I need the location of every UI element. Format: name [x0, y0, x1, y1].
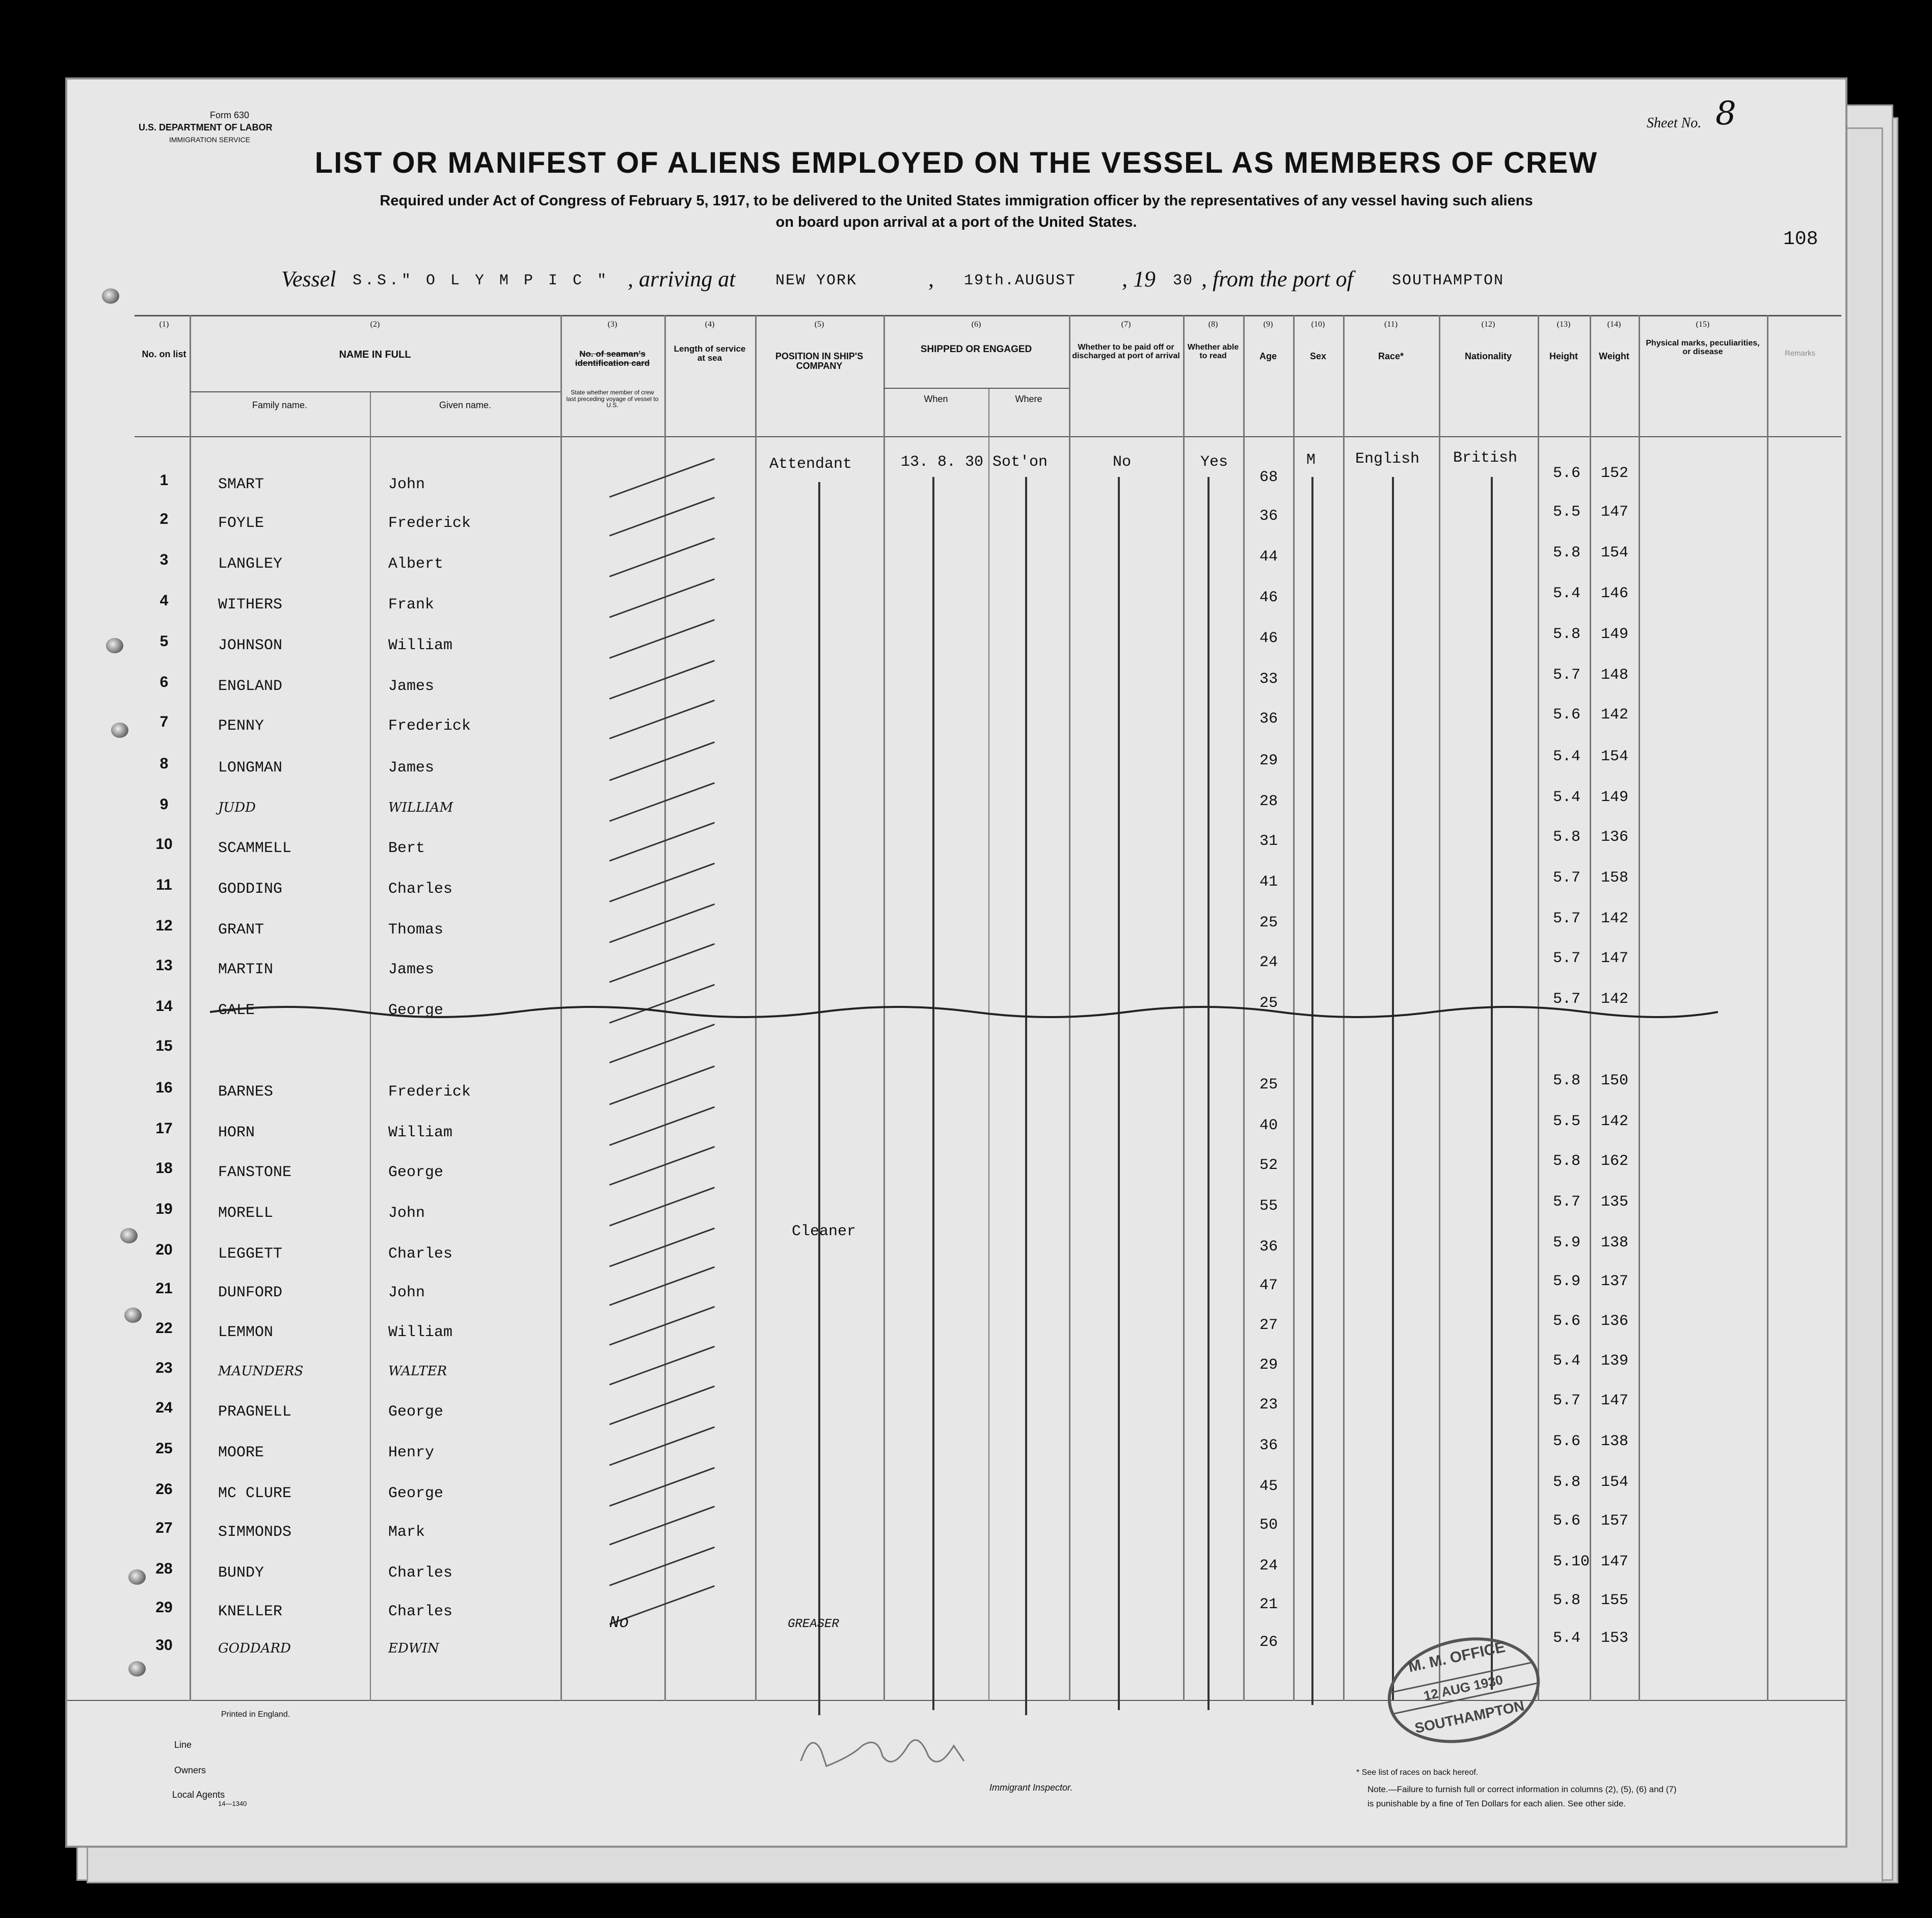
age-cell: 36: [1259, 1238, 1278, 1256]
row-number: 17: [155, 1120, 173, 1137]
age-cell: 25: [1259, 914, 1278, 931]
check-stroke: [609, 578, 715, 618]
height-cell: 5.4: [1553, 1630, 1581, 1647]
ditto-line: [1208, 477, 1210, 1710]
height-cell: 5.7: [1553, 1392, 1581, 1409]
row-number: 9: [159, 796, 169, 813]
family-name-cell: SMART: [218, 476, 264, 493]
header-length-of-service: Length of service at sea: [674, 344, 746, 363]
check-stroke: [609, 903, 715, 943]
row-number: 27: [155, 1520, 173, 1536]
check-stroke: [609, 700, 715, 739]
year-prefix: , 19: [1122, 267, 1156, 291]
row-number: 5: [159, 633, 169, 650]
check-stroke: [609, 1346, 715, 1386]
row-number: 25: [155, 1440, 173, 1457]
inspector-signature: [791, 1725, 995, 1776]
age-cell: 29: [1259, 752, 1278, 769]
family-name-cell: LONGMAN: [218, 759, 283, 777]
weight-cell: 154: [1601, 544, 1629, 562]
given-name-cell: William: [388, 637, 453, 654]
check-stroke: [609, 660, 715, 700]
able-to-read-value: Yes: [1200, 454, 1228, 471]
row-number: 29: [155, 1599, 173, 1616]
race-value: English: [1355, 450, 1420, 468]
line-label: Line: [174, 1740, 192, 1750]
check-stroke: [609, 1065, 715, 1105]
age-cell: 24: [1259, 954, 1278, 971]
ditto-line: [1392, 477, 1394, 1700]
local-agents-label: Local Agents: [172, 1790, 225, 1800]
height-cell: 5.4: [1553, 789, 1581, 806]
age-cell: 25: [1259, 1076, 1278, 1094]
column-number: (4): [705, 320, 715, 329]
weight-cell: 139: [1601, 1352, 1629, 1370]
position-value: Attendant: [769, 456, 852, 473]
given-name-cell: WALTER: [388, 1364, 447, 1379]
family-name-cell: SCAMMELL: [218, 840, 292, 857]
family-name-cell: GODDARD: [218, 1641, 291, 1656]
weight-cell: 155: [1601, 1592, 1629, 1609]
service-label: IMMIGRATION SERVICE: [169, 136, 250, 144]
check-stroke: [609, 822, 715, 862]
age-cell: 29: [1259, 1356, 1278, 1374]
row-number: 30: [155, 1637, 173, 1654]
family-name-cell: JOHNSON: [218, 637, 283, 654]
check-stroke: [609, 1306, 715, 1346]
table-header-rule: [135, 436, 1841, 437]
height-cell: 5.4: [1553, 1352, 1581, 1370]
check-stroke: [609, 619, 715, 659]
given-name-cell: Bert: [388, 840, 425, 857]
row-number: 20: [155, 1241, 173, 1258]
column-number: (2): [370, 320, 380, 329]
punch-hole: [120, 1228, 138, 1243]
header-shipped-engaged: SHIPPED OR ENGAGED: [920, 344, 1032, 355]
given-name-cell: Charles: [388, 881, 453, 898]
weight-cell: 142: [1601, 991, 1629, 1008]
punch-hole: [128, 1661, 146, 1676]
weight-cell: 149: [1601, 789, 1629, 806]
races-note: * See list of races on back hereof.: [1356, 1768, 1479, 1777]
row-number: 12: [155, 917, 173, 934]
given-name-cell: Frederick: [388, 515, 471, 532]
manifest-sheet: Form 630 U.S. DEPARTMENT OF LABOR IMMIGRATION SERVICE Sheet No. 8 LIST OR MANIFEST OF ALIENS EMPLOYED ON THE VESSEL AS MEMBERS OF CREW Required under Act of Congress of February 5, 1917, to be delivered to the United States immigration officer by the representatives of any vessel having such aliens on board upon arrival at a port of the United States. 108 Vessel S.S." O L Y M P I C " , arriving at NEW YORK , 19th.AUGUST , 19 30 , from the port of SOUTHAMPTON (1) (2) (3) (4) (5) (6) (7) (8) (9) (10) (11) (12) (13) (14) (15) No. on list NAME IN FULL Family name. Given name. No. of seaman's identification card State whether member of crew last preceding voyage of vessel to U.S. Length of service at sea POSITION IN SHIP'S COMPANY SHIPPED OR ENGAGED When Where Whether to be paid off or discharged at port of arrival Whether able to read Age Sex Race* Nationality Height Weight Physical marks, peculiarities, or disease Remarks 1 SMART John 68 5.6 152 2 FOYLE Frederick 36 5.5 147 3 LANGLEY Albert 44 5.8 154 4 WITHERS Frank 46 5.4 146 5 JOHNSON William 46 5.8 149 6 ENGLAND James 33 5.7 148 7 PENNY Frederick 36 5.6 142 8 LONGMAN James 29 5.4 154 9 JUDD WILLIAM 28 5.4 149 10 SCAMMELL Bert 31 5.8 136 11 GODDING Charles 41 5.7 158 12 GRANT Thomas 25 5.7 142 13 MARTIN James 24 5.7 147 14 GALE George 25 5.7 142 15 16 BARNES Frederick 25 5.8 150 17 HORN William 40 5.5 142 18 FANSTONE George 52 5.8 162 19 MORELL John 55 5.7 135 20 LEGGETT Charles 36 5.9 138 21 DUNFORD John 47 5.9 137 22 LEMMON William 27 5.6 136 23 MAUNDERS WALTER 29 5.4 139 24 PRAGNELL George 23 5.7 147 25 MOORE Henry 36 5.6 138 26 MC CLURE George 45 5.8 154 27 SIMMONDS Mark 50 5.6 157 28 BUNDY Charles 24 5.10 147 29 KNELLER Charles 21 5.8 155 30 GODDARD EDWIN 26 5.4 153 Attendant 13. 8. 30 Sot'on No Yes M English British Cleaner GREASER No M. M. OFFICE 12 AUG 1930 SOUTHAMPTON Printed in England. Line Owners Local Agents 14—1340 Immigrant Inspector. * See list of races on back hereof. Note.—Failure to furnish full or correct information in columns (2), (5), (6) and (7) is punishable by a fine of Ten Dollars for each alien. See other side.: [65, 77, 1847, 1848]
age-cell: 25: [1259, 995, 1278, 1012]
check-stroke: [609, 1228, 715, 1267]
column-number: (12): [1481, 320, 1495, 329]
age-cell: 28: [1259, 793, 1278, 810]
check-stroke: [609, 538, 715, 577]
nationality-value: British: [1453, 449, 1518, 467]
shipped-where-value: Sot'on: [992, 454, 1048, 471]
given-name-cell: John: [388, 1284, 425, 1301]
sex-value: M: [1306, 451, 1316, 469]
given-name-cell: Charles: [388, 1245, 453, 1263]
height-cell: 5.6: [1553, 1313, 1581, 1330]
table-top-rule: [135, 315, 1841, 316]
height-cell: 5.7: [1553, 869, 1581, 887]
given-name-cell: William: [388, 1124, 453, 1141]
printed-note: Printed in England.: [221, 1710, 290, 1719]
weight-cell: 136: [1601, 1313, 1629, 1330]
check-stroke: [609, 497, 715, 537]
given-name-cell: Charles: [388, 1603, 453, 1620]
family-name-cell: BUNDY: [218, 1564, 264, 1582]
age-cell: 31: [1259, 833, 1278, 850]
check-stroke: [609, 1146, 715, 1186]
height-cell: 5.7: [1553, 667, 1581, 684]
weight-cell: 152: [1601, 465, 1629, 482]
ditto-line: [932, 477, 934, 1710]
weight-cell: 138: [1601, 1433, 1629, 1450]
given-name-cell: John: [388, 476, 425, 493]
check-stroke: [609, 1426, 715, 1466]
page-subtitle-line1: Required under Act of Congress of February 5, 1917, to be delivered to the United States immigration officer by the representatives of any vessel having such aliens: [380, 193, 1533, 209]
column-number: (8): [1208, 320, 1218, 329]
punch-hole: [106, 638, 123, 653]
height-cell: 5.7: [1553, 950, 1581, 967]
page-number: 108: [1783, 228, 1818, 250]
column-number: (10): [1311, 320, 1325, 329]
row-number: 13: [155, 957, 173, 974]
sheet-number-value: 8: [1715, 95, 1736, 132]
header-race: Race*: [1378, 351, 1404, 361]
row-number: 16: [155, 1079, 173, 1096]
column-number: (5): [814, 320, 824, 329]
column-number: (11): [1384, 320, 1398, 329]
given-name-cell: George: [388, 1002, 444, 1019]
height-cell: 5.7: [1553, 991, 1581, 1008]
header-where: Where: [1015, 394, 1042, 404]
column-number: (7): [1121, 320, 1131, 329]
row-number: 7: [159, 713, 169, 730]
row-number: 21: [155, 1280, 173, 1297]
age-cell: 26: [1259, 1634, 1278, 1651]
weight-cell: 135: [1601, 1193, 1629, 1211]
row-number: 15: [155, 1037, 173, 1054]
age-cell: 52: [1259, 1157, 1278, 1174]
height-cell: 5.5: [1553, 1113, 1581, 1130]
height-cell: 5.8: [1553, 544, 1581, 562]
weight-cell: 150: [1601, 1072, 1629, 1089]
family-name-cell: FANSTONE: [218, 1164, 292, 1181]
check-stroke: [609, 943, 715, 983]
header-when: When: [924, 394, 948, 404]
check-stroke: [609, 1106, 715, 1146]
ditto-line: [1118, 477, 1120, 1710]
family-name-cell: PENNY: [218, 717, 264, 735]
given-name-cell: Frederick: [388, 717, 471, 735]
weight-cell: 147: [1601, 1553, 1629, 1570]
age-cell: 23: [1259, 1396, 1278, 1414]
column-number: (3): [607, 320, 618, 329]
age-cell: 36: [1259, 710, 1278, 728]
check-stroke: [609, 1547, 715, 1586]
check-stroke: [609, 741, 715, 781]
form-number: Form 630: [210, 110, 250, 120]
height-cell: 5.8: [1553, 626, 1581, 643]
header-seaman-card-note: State whether member of crew last preceding voyage of vessel to U.S.: [566, 389, 659, 409]
height-cell: 5.8: [1553, 1153, 1581, 1170]
given-name-cell: George: [388, 1485, 444, 1502]
failure-note-line1: Note.—Failure to furnish full or correct information in columns (2), (5), (6) and (7): [1367, 1784, 1677, 1794]
given-name-cell: EDWIN: [388, 1641, 439, 1656]
family-name-cell: ENGLAND: [218, 678, 283, 695]
weight-cell: 146: [1601, 585, 1629, 602]
height-cell: 5.8: [1553, 1592, 1581, 1609]
given-name-cell: James: [388, 759, 435, 777]
age-cell: 45: [1259, 1478, 1278, 1495]
family-name-cell: WITHERS: [218, 596, 283, 614]
check-stroke: [609, 1386, 715, 1425]
family-name-cell: HORN: [218, 1124, 255, 1141]
family-name-cell: FOYLE: [218, 515, 264, 532]
ditto-line: [1491, 477, 1493, 1690]
family-name-cell: MOORE: [218, 1444, 264, 1461]
page-title: LIST OR MANIFEST OF ALIENS EMPLOYED ON THE VESSEL AS MEMBERS OF CREW: [314, 146, 1598, 179]
height-cell: 5.4: [1553, 748, 1581, 765]
family-name-cell: BARNES: [218, 1083, 274, 1101]
age-cell: 24: [1259, 1557, 1278, 1575]
weight-cell: 136: [1601, 829, 1629, 846]
family-name-cell: JUDD: [218, 800, 256, 815]
header-sex: Sex: [1309, 351, 1327, 361]
year-value: 30: [1173, 272, 1194, 289]
ditto-line: [818, 482, 820, 1715]
given-name-cell: William: [388, 1324, 453, 1341]
shipped-when-value: 13. 8. 30: [901, 454, 984, 471]
height-cell: 5.6: [1553, 1433, 1581, 1450]
family-name-cell: MORELL: [218, 1205, 274, 1222]
vessel-label: Vessel: [281, 267, 336, 291]
header-weight: Weight: [1599, 351, 1629, 361]
given-name-cell: James: [388, 678, 435, 695]
height-cell: 5.6: [1553, 706, 1581, 724]
inspector-label: Immigrant Inspector.: [989, 1782, 1073, 1793]
check-stroke: [609, 1024, 715, 1063]
cleaner-annotation: Cleaner: [792, 1223, 856, 1240]
vessel-name: S.S." O L Y M P I C ": [353, 272, 610, 289]
age-cell: 68: [1259, 469, 1278, 486]
family-name-cell: LEMMON: [218, 1324, 274, 1341]
family-name-cell: KNELLER: [218, 1603, 283, 1620]
age-cell: 27: [1259, 1317, 1278, 1334]
check-stroke: [609, 1187, 715, 1227]
header-physical-marks: Physical marks, peculiarities, or disease: [1646, 339, 1760, 356]
row-number: 14: [155, 998, 173, 1015]
weight-cell: 162: [1601, 1153, 1629, 1170]
punch-hole: [124, 1308, 142, 1323]
weight-cell: 147: [1601, 950, 1629, 967]
column-number: (14): [1607, 320, 1621, 329]
age-cell: 46: [1259, 630, 1278, 647]
family-name-cell: MARTIN: [218, 961, 274, 978]
page-subtitle-line2: on board upon arrival at a port of the United States.: [775, 214, 1137, 230]
family-name-cell: MAUNDERS: [218, 1364, 304, 1379]
column-number: (9): [1263, 320, 1273, 329]
row-number: 4: [159, 592, 169, 609]
arriving-label: , arriving at: [628, 267, 736, 291]
age-cell: 55: [1259, 1197, 1278, 1215]
row-number: 23: [155, 1360, 173, 1376]
form-code: 14—1340: [218, 1800, 247, 1807]
sheet-number-label: Sheet No.: [1647, 115, 1702, 131]
row-number: 26: [155, 1481, 173, 1498]
header-name-in-full: NAME IN FULL: [339, 349, 411, 360]
check-stroke: [609, 863, 715, 902]
row-number: 22: [155, 1320, 173, 1337]
punch-hole: [102, 288, 119, 304]
column-number: (15): [1696, 320, 1710, 329]
age-cell: 46: [1259, 589, 1278, 606]
age-cell: 50: [1259, 1516, 1278, 1534]
age-cell: 33: [1259, 671, 1278, 688]
family-name-cell: DUNFORD: [218, 1284, 283, 1301]
weight-cell: 153: [1601, 1630, 1629, 1647]
weight-cell: 148: [1601, 667, 1629, 684]
row-number: 6: [159, 674, 169, 690]
check-stroke: [609, 1467, 715, 1507]
column-number: (1): [159, 320, 169, 329]
weight-cell: 149: [1601, 626, 1629, 643]
arrival-date: 19th.AUGUST: [964, 272, 1077, 289]
weight-cell: 154: [1601, 748, 1629, 765]
given-name-cell: Henry: [388, 1444, 435, 1461]
height-cell: 5.9: [1553, 1234, 1581, 1251]
check-stroke: [609, 458, 715, 498]
weight-cell: 138: [1601, 1234, 1629, 1251]
column-number: (6): [971, 320, 981, 329]
header-given-name: Given name.: [439, 400, 492, 410]
weight-cell: 154: [1601, 1474, 1629, 1491]
row-number: 2: [159, 511, 169, 527]
header-nationality: Nationality: [1464, 351, 1512, 361]
ditto-line: [1025, 477, 1027, 1715]
given-name-cell: Charles: [388, 1564, 453, 1582]
family-name-cell: GODDING: [218, 881, 283, 898]
given-name-cell: Albert: [388, 555, 444, 573]
row-number: 19: [155, 1201, 173, 1217]
height-cell: 5.4: [1553, 585, 1581, 602]
header-no-on-list: No. on list: [142, 349, 186, 359]
given-name-cell: Frederick: [388, 1083, 471, 1101]
given-name-cell: John: [388, 1205, 425, 1222]
row-number: 10: [155, 836, 173, 853]
header-height: Height: [1549, 351, 1578, 361]
given-name-cell: Frank: [388, 596, 435, 614]
header-position: POSITION IN SHIP'S COMPANY: [775, 351, 864, 371]
weight-cell: 157: [1601, 1512, 1629, 1530]
row-number: 11: [156, 876, 172, 893]
family-name-cell: PRAGNELL: [218, 1403, 292, 1421]
height-cell: 5.6: [1553, 1512, 1581, 1530]
age-cell: 36: [1259, 1437, 1278, 1454]
header-family-name: Family name.: [252, 400, 308, 410]
given-name-cell: WILLIAM: [388, 800, 453, 815]
age-cell: 21: [1259, 1596, 1278, 1613]
weight-cell: 142: [1601, 1113, 1629, 1130]
family-name-cell: LEGGETT: [218, 1245, 283, 1263]
row-number: 1: [159, 472, 169, 489]
height-cell: 5.7: [1553, 1193, 1581, 1211]
failure-note-line2: is punishable by a fine of Ten Dollars for each alien. See other side.: [1367, 1799, 1626, 1808]
row-number: 28: [155, 1560, 173, 1577]
punch-hole: [128, 1569, 146, 1585]
weight-cell: 147: [1601, 503, 1629, 521]
height-cell: 5.5: [1553, 503, 1581, 521]
family-name-cell: MC CLURE: [218, 1485, 292, 1502]
ditto-line: [1311, 477, 1313, 1705]
owners-label: Owners: [174, 1765, 206, 1775]
family-name-cell: GRANT: [218, 921, 264, 939]
punch-hole: [111, 723, 128, 738]
check-stroke: [609, 782, 715, 822]
height-cell: 5.9: [1553, 1273, 1581, 1290]
row-number: 8: [159, 755, 169, 772]
height-cell: 5.7: [1553, 910, 1581, 927]
greaser-annotation: GREASER: [788, 1617, 839, 1631]
family-name-cell: GALE: [218, 1002, 255, 1019]
given-name-cell: James: [388, 961, 435, 978]
family-name-cell: SIMMONDS: [218, 1524, 292, 1541]
age-cell: 47: [1259, 1277, 1278, 1294]
weight-cell: 142: [1601, 706, 1629, 724]
height-cell: 5.8: [1553, 829, 1581, 846]
header-paid-off: Whether to be paid off or discharged at port of arrival: [1072, 343, 1180, 360]
age-cell: 40: [1259, 1117, 1278, 1134]
check-stroke: [609, 1506, 715, 1546]
weight-cell: 137: [1601, 1273, 1629, 1290]
height-cell: 5.8: [1553, 1072, 1581, 1089]
header-seaman-card: No. of seaman's identification card: [575, 349, 650, 368]
from-port-label: , from the port of: [1201, 267, 1353, 291]
office-stamp: M. M. OFFICE 12 AUG 1930 SOUTHAMPTON: [1378, 1624, 1549, 1756]
given-name-cell: George: [388, 1403, 444, 1421]
row-number: 18: [155, 1160, 173, 1177]
family-name-cell: LANGLEY: [218, 555, 283, 573]
departure-port: SOUTHAMPTON: [1392, 272, 1505, 289]
age-cell: 41: [1259, 873, 1278, 891]
age-cell: 36: [1259, 508, 1278, 525]
header-remarks: Remarks: [1784, 349, 1815, 358]
weight-cell: 147: [1601, 1392, 1629, 1409]
no-annotation: No: [609, 1613, 629, 1632]
height-cell: 5.10: [1553, 1553, 1590, 1570]
height-cell: 5.6: [1553, 465, 1581, 482]
header-age: Age: [1259, 351, 1277, 361]
height-cell: 5.8: [1553, 1474, 1581, 1491]
header-able-to-read: Whether able to read: [1187, 343, 1239, 360]
arrival-port: NEW YORK: [775, 272, 857, 289]
age-cell: 44: [1259, 548, 1278, 566]
given-name-cell: George: [388, 1164, 444, 1181]
department-label: U.S. DEPARTMENT OF LABOR: [139, 122, 273, 132]
weight-cell: 158: [1601, 869, 1629, 887]
table-bottom-rule: [67, 1700, 1845, 1701]
paid-off-value: No: [1113, 454, 1132, 471]
given-name-cell: Mark: [388, 1524, 425, 1541]
check-stroke: [609, 1266, 715, 1306]
strike-wave-line: [210, 997, 1718, 1027]
column-number: (13): [1557, 320, 1571, 329]
row-number: 3: [159, 551, 169, 568]
row-number: 24: [155, 1399, 173, 1416]
weight-cell: 142: [1601, 910, 1629, 927]
given-name-cell: Thomas: [388, 921, 444, 939]
